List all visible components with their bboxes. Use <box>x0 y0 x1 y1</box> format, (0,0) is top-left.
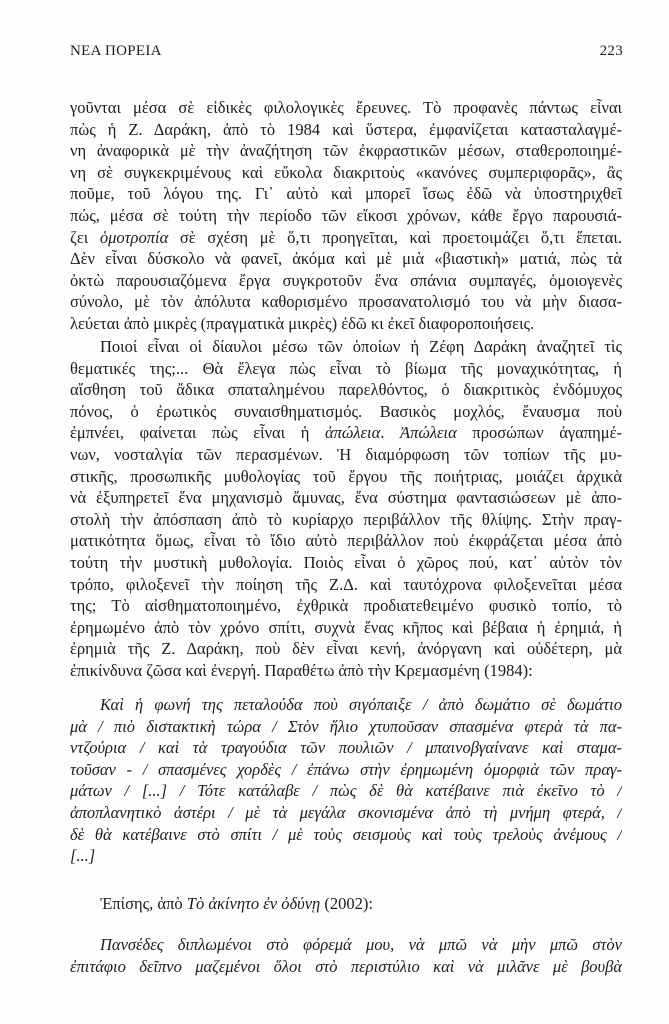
paragraph-2 <box>70 336 622 682</box>
text-line: πόνος, ὁ ἐρωτικὸς συναισθηματισμός. Βασικὸς μοχλός, ἔναυσμα ποὺ <box>70 401 622 421</box>
text-line: θεματικές της;... Θὰ ἔλεγα πὼς εἶναι τὸ βίωμα τῆς μοναχικότητας, ἡ <box>70 358 622 378</box>
text-line <box>70 893 622 915</box>
quote-line: τοῦσαν - / σπασμένες χορδὲς / ἐπάνω στὴν ἐρημωμένη ὀμορφιὰ τῶν πραγ- <box>70 759 622 779</box>
text: Ἐπίσης, ἀπὸ <box>100 894 187 913</box>
page-number: 223 <box>599 43 623 59</box>
quote-line: Πανσέδες διπλωμένοι στὸ φόρεμά μου, νὰ μπῶ νὰ μὴν μπῶ στὸν <box>100 935 622 954</box>
text: (2002): <box>320 894 373 913</box>
text-line: τρόπο, φιλοξενεῖ τὴν ποίηση τῆς Ζ.Δ. καὶ ταυτόχρονα φιλοξενεῖται μέσα <box>70 574 622 594</box>
text: ἐμπνέει, φαίνεται πὼς εἶναι ἡ <box>70 423 310 443</box>
text-line: ποῦμε, τοῦ λόγου της. Γι᾽ αὐτὸ καὶ μπορεῖ ἴσως ἐδῶ νὰ ὑποστηριχθεῖ <box>70 184 622 204</box>
text-line: στολὴ τὴν ἀπόσπαση ἀπὸ τὸ κυρίαρχο περιβάλλον τῆς θλίψης. Στὴν πραγ- <box>70 509 622 529</box>
text-line: ἐμπνέει, φαίνεται πὼς εἶναι ἡ ἀπώλεια. Ἀπώλεια προσώπων ἀγαπημέ- <box>70 423 622 443</box>
text-line: αἴσθηση τοῦ ἄδικα σπαταλημένου παρελθόντος, ὁ διακριτικὸς ἐνδόμυχος <box>70 380 622 400</box>
text-line: στικῆς, προσωπικῆς μυθολογίας τοῦ ἔργου τῆς ποιήτριας, μοιάζει ἀρχικὰ <box>70 466 622 486</box>
text-line: σύνολο, μὲ τὸν ἀπόλυτα καθορισμένο προσανατολισμό του νὰ μὴν διασα- <box>70 292 622 312</box>
text-line: νη ἀναφορικὰ μὲ τὴν ἀναζήτηση τῶν ἐκφραστικῶν μέσων, σταθεροποιημέ- <box>70 141 622 161</box>
text-line: Δὲν εἶναι δύσκολο νὰ φανεῖ, ἀκόμα καὶ μὲ μιὰ «βιαστικὴ» ματιά, πὼς τὰ <box>70 249 622 269</box>
quote-line: μάτων / [...] / Τότε κατάλαβε / πὼς δὲ θὰ κατέβαινε πιὰ ἐκεῖνο τὸ / <box>70 781 622 801</box>
quote-line: δὲ θὰ κατέβαινε στὸ σπίτι / μὲ τοὺς σεισμοὺς καὶ τοὺς τρελοὺς ἀνέμους / <box>70 824 622 844</box>
quote-line: μὰ / πιὸ διστακτικὴ τώρα / Στὸν ἥλιο χτυποῦσαν σπασμένα φτερὰ τὰ πα- <box>70 716 622 736</box>
text-line: τούτη τὴν μυστικὴ μυθολογία. Ποιὸς εἶναι ὁ χῶρος πού, κατ᾽ αὐτὸν τὸν <box>70 552 622 572</box>
text-line: νων, νοσταλγία τῶν περασμένων. Ἡ διαμόρφωση τῶν τοπίων τῆς μυ- <box>70 444 622 464</box>
text-line: ἐρημωμένο ἀπὸ τὸν χρόνο σπίτι, συχνὰ ἕνας κῆπος καὶ βέβαια ἡ ἐρημιά, ἡ <box>70 617 622 637</box>
italic-term: Ἀπώλεια <box>400 423 457 443</box>
text: σὲ σχέση μὲ ὅ,τι προηγεῖται, καὶ προετοιμάζει ὅ,τι ἕπεται. <box>168 227 622 247</box>
paragraph-1 <box>70 97 622 335</box>
quote-line: Καὶ ἡ φωνή της πεταλούδα ποὺ σιγόπαιξε / ἀπὸ δωμάτιο σὲ δωμάτιο <box>100 695 622 714</box>
text-line: ματικότητα ὅμως, εἶναι τὸ ἴδιο αὐτὸ περιβάλλον ποὺ ἐκφράζεται μέσα ἀπὸ <box>70 531 622 551</box>
text-line: πώς, μέσα σὲ τούτη τὴν περίοδο τῶν εἴκοσι χρόνων, κάθε ἔργο παρουσιά- <box>70 205 622 225</box>
quote-line: ἐπιτάφιο δεῖπνο μαζεμένοι ὅλοι στὸ περιστύλιο καὶ νὰ μιλᾶνε μὲ βουβὰ <box>70 956 622 976</box>
text: ζει <box>70 227 89 247</box>
text-line: λεύεται ἀπὸ μικρὲς (πραγματικὰ μικρὲς) ἐδῶ κι ἐκεῖ διαφοροποιήσεις. <box>70 313 535 333</box>
quotation-2 <box>70 934 622 977</box>
italic-term: ὁμοτροπία <box>99 227 169 247</box>
quote-line: ἀποπλανητικὸ ἀστέρι / μὲ τὰ μεγάλα σκονισμένα ἀπὸ τὴ μνήμη φτερά, / <box>70 802 622 822</box>
text-line <box>70 227 622 249</box>
text-line: ὀκτὼ παρουσιαζόμενα ἔργα συγκροτοῦν ἕνα σπάνια συμπαγές, ὁμοιογενὲς <box>70 270 622 290</box>
quote-line: [...] <box>70 846 96 866</box>
text-line: πὼς ἡ Ζ. Δαράκη, ἀπὸ τὸ 1984 καὶ ὕστερα, ἐμφανίζεται κατασταλαγμέ- <box>70 119 622 139</box>
text: προσώπων ἀγαπημέ- <box>456 423 622 443</box>
running-head: ΝΕΑ ΠΟΡΕΙΑ <box>70 43 162 59</box>
text-line: νὰ ἐξυπηρετεῖ ἕνα μηχανισμὸ ἄμυνας, ἕνα σύστημα φαντασιώσεων μὲ ἀπο- <box>70 488 622 508</box>
text-line: της; Τὸ αἰσθηματοποιημένο, ἐχθρικὰ προδιατεθειμένο φυσικὸ τοπίο, τὸ <box>70 596 622 616</box>
text-line: ἐπικίνδυνα ζῶσα καὶ ἐνεργή. Παραθέτω ἀπὸ τὴν Κρεμασμένη (1984): <box>70 660 533 680</box>
quotation-1 <box>70 694 622 867</box>
book-title: Τὸ ἀκίνητο ἐν ὀδύνῃ <box>186 894 321 913</box>
quote-line: ντζούρια / καὶ τὰ τραγούδια τῶν πουλιῶν / μπαινοβγαίνανε καὶ σταμα- <box>70 738 622 758</box>
text-line: γοῦνται μέσα σὲ εἰδικὲς φιλολογικὲς ἔρευνες. Τὸ προφανὲς πάντως εἶναι <box>70 98 622 117</box>
text-line: νη σὲ συγκεκριμένους καὶ εὔκολα διακριτοὺς «κανόνες συμπεριφορᾶς», ἂς <box>70 162 622 182</box>
text-line: ἐρημιὰ τῆς Ζ. Δαράκη, ποὺ δὲν εἶναι κενή, ἀνόργανη καὶ οὐδέτερη, μὰ <box>70 639 622 659</box>
intro-line <box>70 893 622 915</box>
italic-term: ἀπώλεια <box>324 423 381 443</box>
text-line: Ποιοί εἶναι οἱ δίαυλοι μέσω τῶν ὁποίων ἡ Ζέφη Δαράκη ἀναζητεῖ τὶς <box>100 337 622 356</box>
